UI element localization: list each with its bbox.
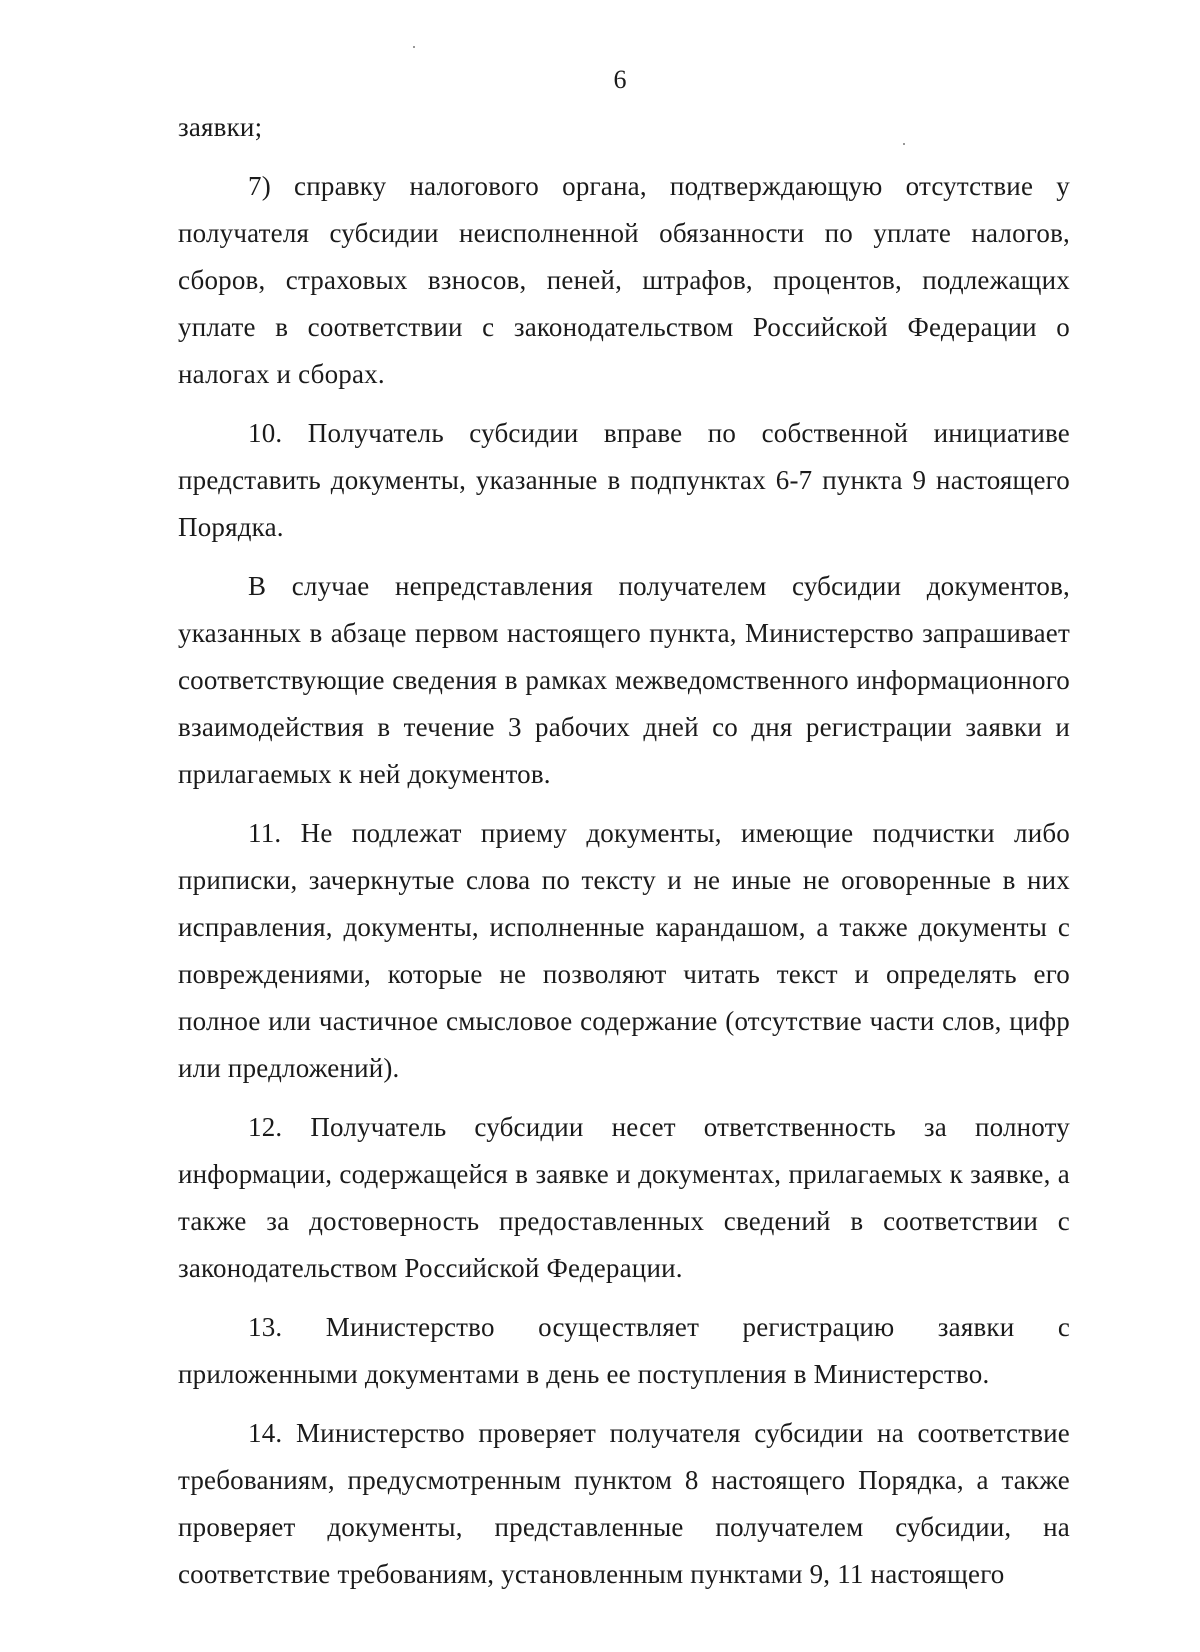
paragraph-continuation: заявки; xyxy=(178,112,263,142)
paragraph-item-7: 7) справку налогового органа, подтверждающую отсутствие у получателя субсидии неисполненной обязанности по уплате налогов, сборов, страховых взносов, пеней, штрафов, процентов, подлежащих уплате в соответствии с законодательством Российской Федерации о налогах и сборах. xyxy=(178,171,1070,389)
document-body xyxy=(178,104,1070,1598)
page-number: 6 xyxy=(613,65,627,94)
paragraph-13: 13. Министерство осуществляет регистрацию заявки с приложенными документами в день ее поступления в Министерство. xyxy=(178,1312,1070,1389)
paragraph-11: 11. Не подлежат приему документы, имеющие подчистки либо приписки, зачеркнутые слова по тексту и не иные не оговоренные в них исправления, документы, исполненные карандашом, а также документы с повреждениями, которые не позволяют читать текст и определять его полное или частичное смысловое содержание (отсутствие части слов, цифр или предложений). xyxy=(178,818,1070,1083)
paragraph-10-part-2: В случае непредставления получателем субсидии документов, указанных в абзаце первом настоящего пункта, Министерство запрашивает соответствующие сведения в рамках межведомственного информационного взаимодействия в течение 3 рабочих дней со дня регистрации заявки и прилагаемых к ней документов. xyxy=(178,571,1070,789)
scan-speck xyxy=(413,46,415,48)
paragraph-12: 12. Получатель субсидии несет ответственность за полноту информации, содержащейся в заявке и документах, прилагаемых к заявке, а также за достоверность предоставленных сведений в соответствии с законодательством Российской Федерации. xyxy=(178,1112,1070,1283)
paragraph-10: 10. Получатель субсидии вправе по собственной инициативе представить документы, указанные в подпунктах 6-7 пункта 9 настоящего Порядка. xyxy=(178,418,1070,542)
paragraph-14: 14. Министерство проверяет получателя субсидии на соответствие требованиям, предусмотренным пунктом 8 настоящего Порядка, а также проверяет документы, представленные получателем субсидии, на соответствие требованиям, установленным пунктами 9, 11 настоящего xyxy=(178,1418,1070,1589)
